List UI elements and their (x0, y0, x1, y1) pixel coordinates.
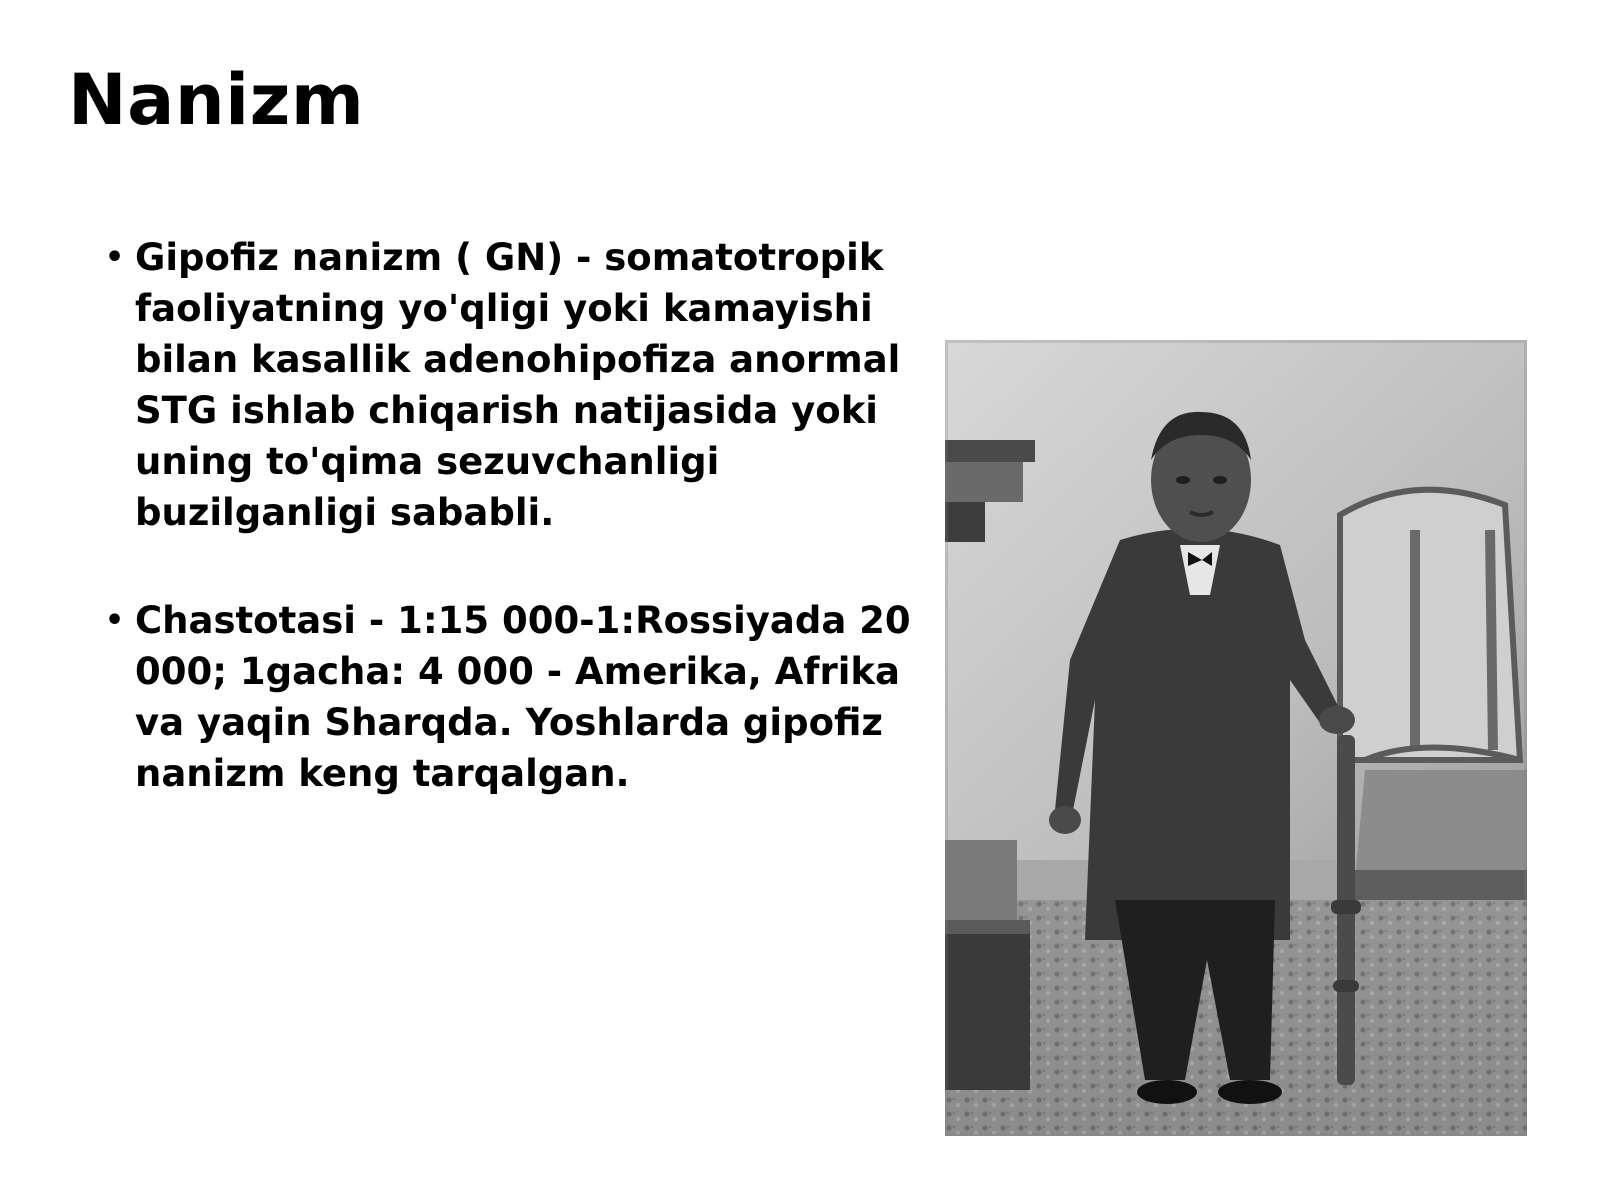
bullet-item (105, 232, 945, 538)
slide-title: Nanizm (68, 59, 365, 141)
bullet-list (105, 232, 945, 856)
bullet-text: Gipofiz nanizm ( GN) - somatotropik faoliyatning yo'qligi yoki kamayishi bilan kasallik adenohipofiza anormal STG ishlab chiqarish natijasida yoki uning to'qima sezuvchanligi buzilganligi sababli. (135, 236, 901, 534)
portrait-photo (945, 340, 1527, 1136)
bullet-text: Chastotasi - 1:15 000-1:Rossiyada 20 000; 1gacha: 4 000 - Amerika, Afrika va yaqin Sharqda. Yoshlarda gipofiz nanizm keng tarqalgan. (135, 599, 911, 795)
portrait-photo-graphic (945, 340, 1527, 1136)
bullet-item (105, 595, 945, 799)
bullet-dot-icon: • (105, 603, 125, 638)
bullet-dot-icon: • (105, 240, 125, 275)
